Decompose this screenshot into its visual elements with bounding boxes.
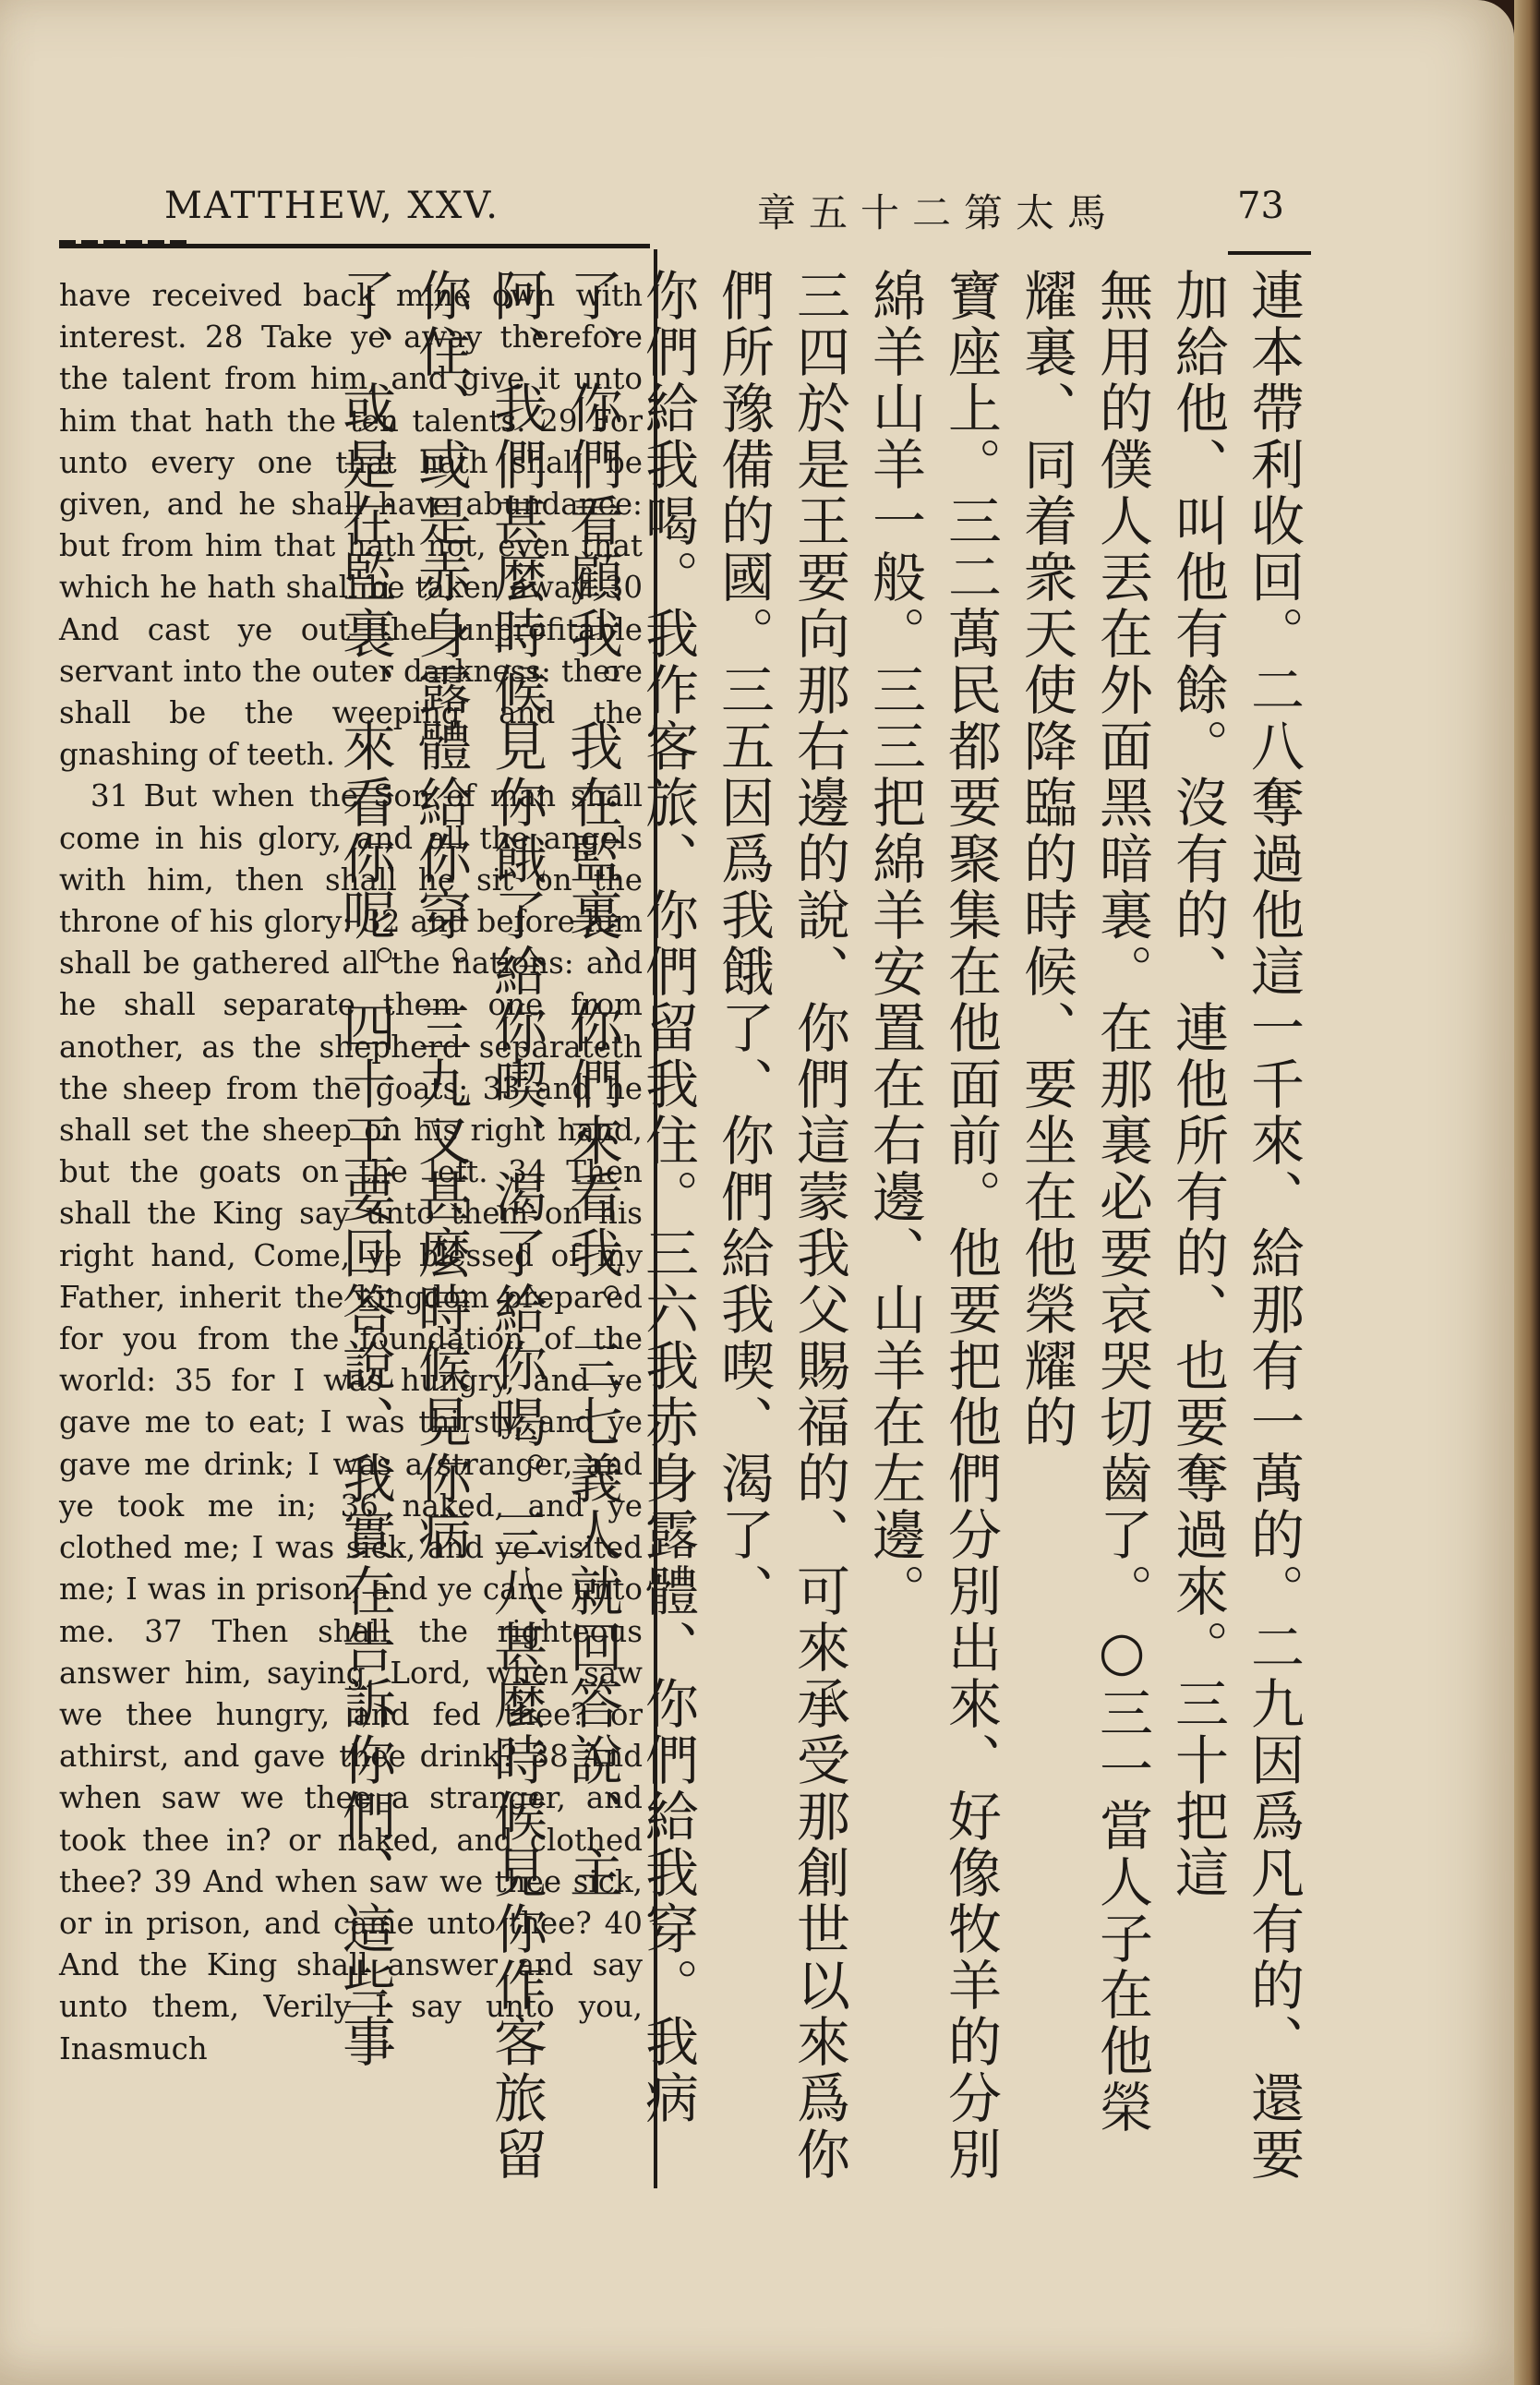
chinese-line-7: 了、或是在監裏、來看你呢。四十王要回答說、我實在告訴你們、這些事 bbox=[333, 268, 396, 2070]
header-rule-right bbox=[1228, 251, 1311, 255]
header-rule-left bbox=[59, 244, 650, 248]
chinese-line-6: 阿、我們甚麼時候見你餓了給你喫、渴了給你喝。三八甚麼時候見你作客旅留你住、或是赤身露體給你穿。三九又甚麼時候見你病 bbox=[409, 268, 547, 2183]
chinese-line-3: 寶座上。三二萬民都要聚集在他面前。他要把他們分別出來、好像牧羊的分別綿羊山羊一般。三三把綿羊安置在右邊、山羊在左邊。 bbox=[863, 268, 1002, 2183]
running-header-english: MATTHEW, XXV. bbox=[164, 185, 499, 227]
chinese-line-2: 無用的僕人丟在外面黑暗裏。在那裏必要哀哭切齒了。○三一當人子在他榮耀裏、同着衆天使降臨的時候、要坐在他榮耀的 bbox=[1015, 268, 1153, 2136]
english-paragraph-2: 31 But when the Son of man shall come in his glory, and all the angels with him, then shall he sit on the throne of his glory: 32 and before him shall be gathered all the nations: and he shall separate them one from another, as the shepherd separateth the sheep from the goats; 33 and he shall set the sheep on his right hand, but the goats on the left. 34 Then shall the King say unto them on his right hand, Come, ye blessed of my Father, inherit the kingdom prepared for you from the foundation of the world: 35 for I was hungry, and ye gave me to eat; I was thirsty, and ye gave me drink; I was a stranger, and ye took me in; 36 naked, and ye clothed me; I was sick, and ye visited me; I was in prison, and ye came unto me. 37 Then shall the righteous answer him, saying, Lord, when saw we thee hungry, and fed thee? or athirst, and gave thee drink? 38 And when saw we thee a stranger, and took thee in? or naked, and clothed thee? 39 And when saw we thee sick, or in prison, and came unto thee? 40 And the King shall answer and say unto them, Verily I say unto you, Inasmuch bbox=[59, 778, 643, 2066]
running-header-chinese: 章五十二第太馬 bbox=[757, 190, 1120, 235]
page-edge bbox=[1514, 0, 1540, 2385]
english-paragraph-1: have received back mine own with interest. 28 Take ye away therefore the talent from him, and give it unto him that hath the ten talents. 29 For unto every one that hath shall be given, and he shall have abundance: but from him that hath not, even that which he hath shall be taken away. 30 And cast ye out the unprofitable servant into the outer darkness: there shall be the weeping and the gnashing of teeth. bbox=[59, 278, 643, 773]
chinese-line-1: 連本帶利收回。二八奪過他這一千來、給那有一萬的。二九因爲凡有的、還要加給他、叫他有餘。沒有的、連他所有的、也要奪過來。三十把這 bbox=[1166, 268, 1305, 2183]
chinese-line-4: 三四於是王要向那右邊的說、你們這蒙我父賜福的、可來承受那創世以來爲你們所豫備的國。三五因爲我餓了、你們給我喫、渴了、 bbox=[712, 268, 850, 2183]
page-number: 73 bbox=[1237, 185, 1284, 227]
chinese-line-5: 你們給我喝。我作客旅、你們留我住。三六我赤身露體、你們給我穿。我病了、你們看顧我。我在監裏、你們來看我。三七義人就回答說、主 bbox=[560, 268, 699, 2126]
